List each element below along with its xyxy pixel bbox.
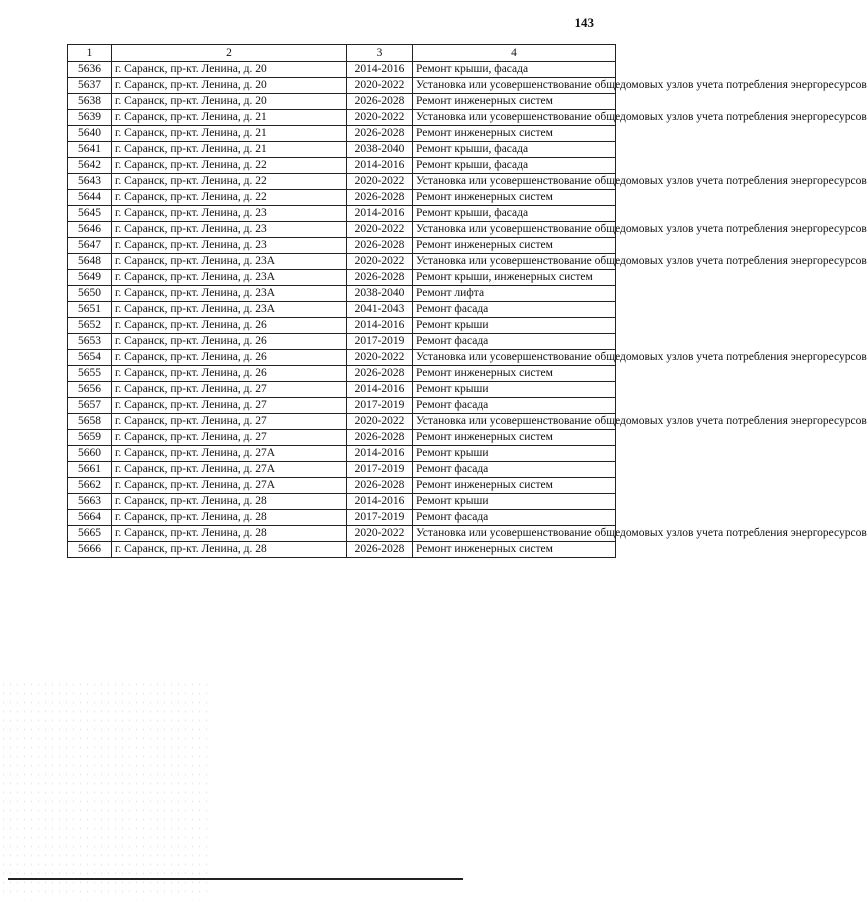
period-cell: 2026-2028 (347, 270, 413, 286)
table-row (68, 94, 616, 110)
period-cell: 2038-2040 (347, 286, 413, 302)
work-type-cell: Установка или усовершенствование общедомовых узлов учета потребления энергоресурсов (413, 414, 616, 430)
bottom-rule (8, 878, 463, 880)
work-type-cell: Ремонт крыши (413, 494, 616, 510)
period-cell: 2020-2022 (347, 414, 413, 430)
work-type-cell: Ремонт крыши (413, 382, 616, 398)
period-cell: 2014-2016 (347, 318, 413, 334)
period-cell: 2026-2028 (347, 478, 413, 494)
work-type-cell: Ремонт крыши (413, 318, 616, 334)
row-number-cell: 5648 (68, 254, 112, 270)
address-cell: г. Саранск, пр-кт. Ленина, д. 27 (112, 398, 347, 414)
address-cell: г. Саранск, пр-кт. Ленина, д. 26 (112, 366, 347, 382)
period-cell: 2020-2022 (347, 222, 413, 238)
address-cell: г. Саранск, пр-кт. Ленина, д. 26 (112, 350, 347, 366)
work-type-cell: Ремонт крыши, инженерных систем (413, 270, 616, 286)
address-cell: г. Саранск, пр-кт. Ленина, д. 21 (112, 110, 347, 126)
work-type-cell: Ремонт инженерных систем (413, 542, 616, 558)
work-type-cell: Ремонт фасада (413, 510, 616, 526)
table-row (68, 318, 616, 334)
address-cell: г. Саранск, пр-кт. Ленина, д. 23А (112, 254, 347, 270)
row-number-cell: 5646 (68, 222, 112, 238)
address-cell: г. Саранск, пр-кт. Ленина, д. 23 (112, 238, 347, 254)
address-cell: г. Саранск, пр-кт. Ленина, д. 23 (112, 206, 347, 222)
work-type-cell: Ремонт крыши, фасада (413, 62, 616, 78)
table-row (68, 334, 616, 350)
address-cell: г. Саранск, пр-кт. Ленина, д. 27А (112, 446, 347, 462)
period-cell: 2017-2019 (347, 462, 413, 478)
page-number: 143 (574, 15, 594, 30)
address-cell: г. Саранск, пр-кт. Ленина, д. 28 (112, 510, 347, 526)
row-number-cell: 5664 (68, 510, 112, 526)
column-header: 2 (112, 45, 347, 62)
column-header: 3 (347, 45, 413, 62)
address-cell: г. Саранск, пр-кт. Ленина, д. 20 (112, 94, 347, 110)
row-number-cell: 5637 (68, 78, 112, 94)
address-cell: г. Саранск, пр-кт. Ленина, д. 20 (112, 78, 347, 94)
period-cell: 2014-2016 (347, 206, 413, 222)
row-number-cell: 5654 (68, 350, 112, 366)
table-row (68, 270, 616, 286)
row-number-cell: 5636 (68, 62, 112, 78)
address-cell: г. Саранск, пр-кт. Ленина, д. 23А (112, 270, 347, 286)
row-number-cell: 5655 (68, 366, 112, 382)
period-cell: 2020-2022 (347, 526, 413, 542)
period-cell: 2026-2028 (347, 542, 413, 558)
address-cell: г. Саранск, пр-кт. Ленина, д. 21 (112, 142, 347, 158)
table-row (68, 510, 616, 526)
period-cell: 2026-2028 (347, 238, 413, 254)
row-number-cell: 5640 (68, 126, 112, 142)
work-type-cell: Установка или усовершенствование общедомовых узлов учета потребления энергоресурсов (413, 174, 616, 190)
table-row (68, 206, 616, 222)
row-number-cell: 5665 (68, 526, 112, 542)
address-cell: г. Саранск, пр-кт. Ленина, д. 23А (112, 286, 347, 302)
address-cell: г. Саранск, пр-кт. Ленина, д. 20 (112, 62, 347, 78)
work-type-cell: Ремонт крыши, фасада (413, 158, 616, 174)
row-number-cell: 5661 (68, 462, 112, 478)
row-number-cell: 5651 (68, 302, 112, 318)
address-cell: г. Саранск, пр-кт. Ленина, д. 27 (112, 382, 347, 398)
table-row (68, 494, 616, 510)
address-cell: г. Саранск, пр-кт. Ленина, д. 27 (112, 430, 347, 446)
period-cell: 2014-2016 (347, 158, 413, 174)
work-type-cell: Ремонт инженерных систем (413, 366, 616, 382)
row-number-cell: 5658 (68, 414, 112, 430)
table-row (68, 430, 616, 446)
row-number-cell: 5647 (68, 238, 112, 254)
period-cell: 2014-2016 (347, 446, 413, 462)
table-row (68, 174, 616, 190)
table-row (68, 398, 616, 414)
row-number-cell: 5638 (68, 94, 112, 110)
table-row (68, 110, 616, 126)
table-row (68, 462, 616, 478)
table-row (68, 238, 616, 254)
address-cell: г. Саранск, пр-кт. Ленина, д. 26 (112, 334, 347, 350)
table-row (68, 190, 616, 206)
table-row (68, 222, 616, 238)
row-number-cell: 5645 (68, 206, 112, 222)
table-row (68, 382, 616, 398)
table-row (68, 526, 616, 542)
address-cell: г. Саранск, пр-кт. Ленина, д. 27А (112, 462, 347, 478)
table-header-row (68, 45, 616, 62)
table-row (68, 78, 616, 94)
row-number-cell: 5656 (68, 382, 112, 398)
row-number-cell: 5660 (68, 446, 112, 462)
address-cell: г. Саранск, пр-кт. Ленина, д. 26 (112, 318, 347, 334)
work-type-cell: Установка или усовершенствование общедомовых узлов учета потребления энергоресурсов (413, 110, 616, 126)
row-number-cell: 5657 (68, 398, 112, 414)
period-cell: 2020-2022 (347, 78, 413, 94)
work-type-cell: Установка или усовершенствование общедомовых узлов учета потребления энергоресурсов (413, 222, 616, 238)
period-cell: 2017-2019 (347, 398, 413, 414)
work-type-cell: Ремонт инженерных систем (413, 190, 616, 206)
period-cell: 2020-2022 (347, 254, 413, 270)
table-row (68, 366, 616, 382)
row-number-cell: 5653 (68, 334, 112, 350)
row-number-cell: 5666 (68, 542, 112, 558)
row-number-cell: 5639 (68, 110, 112, 126)
table-row (68, 158, 616, 174)
work-type-cell: Установка или усовершенствование общедомовых узлов учета потребления энергоресурсов (413, 254, 616, 270)
period-cell: 2041-2043 (347, 302, 413, 318)
row-number-cell: 5643 (68, 174, 112, 190)
row-number-cell: 5649 (68, 270, 112, 286)
address-cell: г. Саранск, пр-кт. Ленина, д. 22 (112, 174, 347, 190)
table-row (68, 350, 616, 366)
row-number-cell: 5650 (68, 286, 112, 302)
table-row (68, 142, 616, 158)
address-cell: г. Саранск, пр-кт. Ленина, д. 28 (112, 526, 347, 542)
period-cell: 2026-2028 (347, 366, 413, 382)
table-row (68, 286, 616, 302)
address-cell: г. Саранск, пр-кт. Ленина, д. 22 (112, 158, 347, 174)
table-row (68, 414, 616, 430)
period-cell: 2017-2019 (347, 334, 413, 350)
table-row (68, 446, 616, 462)
work-type-cell: Ремонт фасада (413, 398, 616, 414)
row-number-cell: 5642 (68, 158, 112, 174)
row-number-cell: 5663 (68, 494, 112, 510)
address-cell: г. Саранск, пр-кт. Ленина, д. 28 (112, 494, 347, 510)
table-row (68, 478, 616, 494)
work-type-cell: Ремонт фасада (413, 462, 616, 478)
period-cell: 2017-2019 (347, 510, 413, 526)
table-row (68, 254, 616, 270)
period-cell: 2020-2022 (347, 174, 413, 190)
address-cell: г. Саранск, пр-кт. Ленина, д. 27А (112, 478, 347, 494)
table-row (68, 542, 616, 558)
row-number-cell: 5644 (68, 190, 112, 206)
work-type-cell: Ремонт инженерных систем (413, 478, 616, 494)
work-type-cell: Установка или усовершенствование общедомовых узлов учета потребления энергоресурсов (413, 526, 616, 542)
period-cell: 2020-2022 (347, 350, 413, 366)
period-cell: 2014-2016 (347, 62, 413, 78)
period-cell: 2038-2040 (347, 142, 413, 158)
period-cell: 2026-2028 (347, 430, 413, 446)
period-cell: 2026-2028 (347, 126, 413, 142)
scan-noise (0, 680, 210, 900)
work-type-cell: Ремонт фасада (413, 302, 616, 318)
period-cell: 2026-2028 (347, 190, 413, 206)
work-type-cell: Ремонт инженерных систем (413, 238, 616, 254)
table-row (68, 126, 616, 142)
work-type-cell: Ремонт фасада (413, 334, 616, 350)
table-row (68, 62, 616, 78)
work-type-cell: Ремонт инженерных систем (413, 430, 616, 446)
row-number-cell: 5659 (68, 430, 112, 446)
address-cell: г. Саранск, пр-кт. Ленина, д. 23А (112, 302, 347, 318)
period-cell: 2020-2022 (347, 110, 413, 126)
repair-schedule-table (67, 44, 867, 558)
work-type-cell: Ремонт инженерных систем (413, 126, 616, 142)
table-row (68, 302, 616, 318)
work-type-cell: Установка или усовершенствование общедомовых узлов учета потребления энергоресурсов (413, 350, 616, 366)
work-type-cell: Ремонт крыши, фасада (413, 206, 616, 222)
column-header: 1 (68, 45, 112, 62)
address-cell: г. Саранск, пр-кт. Ленина, д. 28 (112, 542, 347, 558)
period-cell: 2014-2016 (347, 494, 413, 510)
work-type-cell: Ремонт лифта (413, 286, 616, 302)
work-type-cell: Ремонт крыши, фасада (413, 142, 616, 158)
row-number-cell: 5641 (68, 142, 112, 158)
table-body (68, 62, 867, 558)
row-number-cell: 5652 (68, 318, 112, 334)
address-cell: г. Саранск, пр-кт. Ленина, д. 21 (112, 126, 347, 142)
period-cell: 2026-2028 (347, 94, 413, 110)
row-number-cell: 5662 (68, 478, 112, 494)
period-cell: 2014-2016 (347, 382, 413, 398)
address-cell: г. Саранск, пр-кт. Ленина, д. 22 (112, 190, 347, 206)
work-type-cell: Ремонт крыши (413, 446, 616, 462)
work-type-cell: Установка или усовершенствование общедомовых узлов учета потребления энергоресурсов (413, 78, 616, 94)
work-type-cell: Ремонт инженерных систем (413, 94, 616, 110)
address-cell: г. Саранск, пр-кт. Ленина, д. 27 (112, 414, 347, 430)
column-header: 4 (413, 45, 616, 62)
address-cell: г. Саранск, пр-кт. Ленина, д. 23 (112, 222, 347, 238)
